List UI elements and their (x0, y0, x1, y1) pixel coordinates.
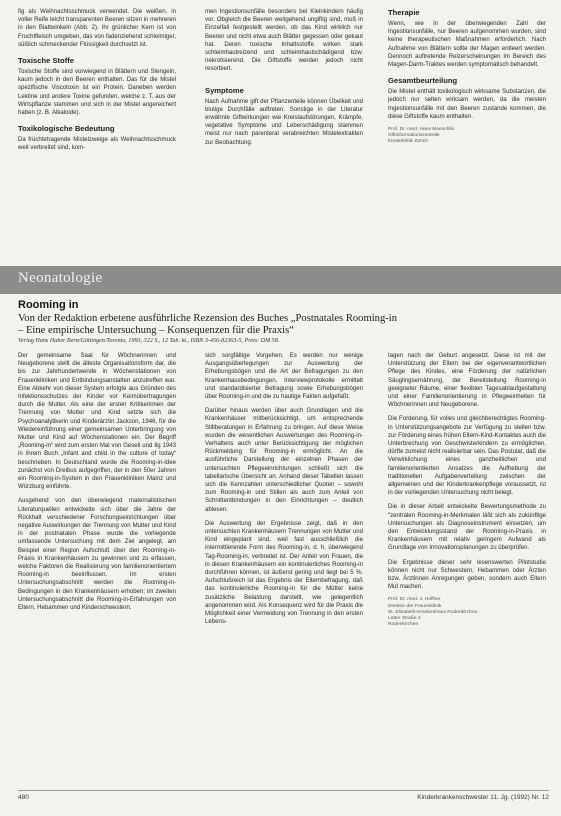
heading-overall-assessment: Gesamtbeurteilung (388, 76, 458, 86)
book-citation: Verlag Hans Huber Bern/Göttingen/Toronto, 1993, 322 S., 12 Tab. kt., ISBN 3-456-82363-5, Preis: DM 58. (18, 338, 280, 344)
footer-rule (18, 790, 549, 791)
heading-toxic-substances: Toxische Stoffe (18, 56, 74, 66)
section-band-title: Neonatologie (18, 270, 103, 286)
paragraph: Da früchtetragende Mistelzweige als Weihnachtsschmuck weit verbreitet sind, kom- (18, 137, 176, 152)
paragraph: Wenn, wie in der überwiegenden Zahl der Ingestionsunfälle, nur Beeren aufgenommen wurden, sind keine therapeutischen Maßnahmen erforderlich. Nach Aufnahme von Blättern sollte der Magen entleert werden. Dennoch auftretende Reizerscheinungen im Bereich des Magen-Darm-Traktes werden symptomatisch behandelt. (388, 21, 546, 69)
heading-therapy: Therapie (388, 8, 420, 17)
top-column-1 (18, 8, 176, 263)
paragraph: Die Ergebnisse dieser sehr lesenswerten Pilotstudie können nicht nur Schwestern, Hebammen oder Ärzten bzw. Ärztinnen Anregungen geben, sondern auch Eltern Mut machen. (388, 559, 546, 591)
review-heading-line: – Eine empirische Untersuchung – Konsequenzen für die Praxis“ (18, 324, 294, 336)
top-column-2 (205, 8, 363, 263)
body-column-2 (205, 352, 363, 788)
paragraph: Der gemeinsame Saal für Wöchnerinnen und Neugeborene stellt die älteste Organisationsform dar, die bis zur Jahrhundertwende in Wöchenstationen von Frauenkliniken und Entbindungsanstalten anzutreffen war. Eine Abkehr von dieser System erfolgte aus Gründen des Infektionsschutzes der Kinder vor Keimübertragungen durch die Mutter. Als eine der ersten Kritikerinnen der Trennung von Mutter und Kind setzte sich die Psychoanalytikerin und Kinderärztin Jackson, 1946, für die Wiedereinführung einer gemeinsamen Unterbringung von Mutter und Kind auf Wöchenstationen ein. Der Begriff „Rooming-in“ wird zum ersten Mal von Gesell und Ilg 1943 in ihrem Buch „Infant and child in the culture of today“ beschrieben. In Deutschland wurde die Rooming-in-Idee zunächst von Dreibus aufgegriffen, der in den 50er Jahren ein Rooming-in-System in den Frauenkliniken Mainz und Würzburg einführte. (18, 353, 176, 491)
top-column-3 (388, 8, 546, 263)
paragraph: Die Mistel enthält toxikologisch wirksame Substanzen, die jedoch nur selten wirksam werden, da die meisten Ingestionsunfälle mit den Beeren zustande kommen, die diese Giftstoffe kaum enthalten. (388, 89, 546, 120)
paragraph: Darüber hinaus werden über auch Grundlagen und die Krankenhäuser mitberücksichtigt, um entsprechende Stillberatungen in Erfahrung zu bringen. Auf diese Weise wurden die wesentlichen Auswertungen des Rooming-in-Verhaltens auch unter Berücksichtigung der möglichen Rückmeldung für Rooming-in ermöglicht. An die ausführliche Darstellung der einzelnen Phasen der untersuchten Pflegeeinrichtungen schließt sich die tabellarische Übersicht an. Anhand dieser Tabellen lassen sich die Kennzahlen unterschiedlicher Quoten – sowohl zum Rooming-in und Stillen als auch zum Anteil von Schnittentbindungen in den Einrichtungen – deutlich ablesen. (205, 408, 363, 513)
journal-reference: Kinderkrankenschwester 11. Jg. (1992) Nr. 12 (417, 794, 549, 801)
heading-toxicological-significance: Toxikologische Bedeutung (18, 124, 115, 134)
paragraph: fig als Weihnachtsschmuck verwendet. Die weißen, in voller Reife leicht transparenten Beeren sitzen in mehreren in den Blattwinkeln (Abb. 2). Ihr grünlicher Kern ist von Fruchtfleisch umgeben, das von fadenziehend schleimiger, süßlich schmeckender Flüssigkeit durchsetzt ist. (18, 9, 176, 48)
review-heading-line: Von der Redaktion erbetene ausführliche Rezension des Buches „Postnatales Rooming-in (18, 313, 398, 324)
paragraph: Die in dieser Arbeit entwickelte Bewertungsmethode zu ″zentralen Rooming-in-Merkmalen läßt sich als zukünftige Untersuchungen als Diagnoseinstrument einsetzen, um den Entwicklungsstand der Rooming-in-Praxis in Krankenhäusern mit relativ geringem Aufwand als Grundlage von Innovationsplanungen zu überprüfen. (388, 504, 546, 552)
body-column-1 (18, 352, 176, 788)
page-number: 480 (18, 794, 29, 801)
paragraph: men Ingestionsunfälle besonders bei Kleinkindern häufig vor. Obgleich die Beeren weitgehend ungiftig sind, muß in Einzelfall festgestellt werden, ob das Kind wirklich nur Beeren und nicht etwa auch Blätter gegessen oder gekaut hat. Deren toxische Inhaltsstoffe wirken stark schleimhautreizend und schleimhautschädigend bzw. nekrotisierend. Die Giftstoffe werden jedoch nicht resorbiert. (205, 9, 363, 73)
paragraph: Nach Aufnahme gift der Pflanzenteile können Übelkeit und blutige Durchfälle auftreten. Sonstige in der Literatur erwähnte Giftwirkungen wie Kreislaufstörungen, Krämpfe, vegetative Symptome und Leberschädigung stammen meist nur nach parenteral verabreichten Mistelextrakten zur Beobachtung. (205, 98, 363, 146)
paragraph: sich sorgfältige Vorgehen. Es werden nur wenige Ausgangsüberlegungen zur Auswertung der Erhebungsbögen und die Art der Befragungen zu den Krankenhausbedingungen, Interviewprotokolle ermittelt und standardisierter Befragung sowie Erhebungsbögen über Rooming-in und die zu hautige Fakten aufgefaßt. (205, 353, 363, 401)
heading-symptoms: Symptome (205, 85, 244, 95)
paragraph: Die Forderung, für volles und gleichberechtigtes Rooming-in Unterstützungsangebote zur Verfügung zu stellen bzw. zur Förderung eines frühen Eltern-Kind-Kontaktes auch die Unterbrechung von Geschwisterkindern zu ermöglichen, dürfte zumeist nicht realisierbar sein. Das Postulat, daß die Verwirklichung eines ganzheitlichen und familienorientierten Ansatzes die Aufhebung der traditionellen Aufgabenverteilung zwischen der allgemeinen und der Kinderkrankenpflege voraussetzt, ist in der vorliegenden Untersuchung nicht belegt. (388, 416, 546, 497)
article-title: Rooming in (18, 299, 79, 311)
paragraph: Ausgehend von den überwiegend maternalistischen Literaturquellen entwickelte sich über die Jahre der Rückhalt verschiedener Forschungseinrichtungen über negative Auswirkungen der Trennung von Mutter und Kind in der postnatalen Phase wurde die vorliegende umfassende Untersuchung mit dem Ziel angelegt, am Beispiel einer Region Aufschluß über den Rooming-in-Praxis in Krankenhäusern zu gewinnen und zu erfassen, welche Faktoren die Realisierung von familienorientiertem Rooming-in beeinflussen. Im ersten Untersuchungsabschnitt werden die Rooming-in-Bedingungen in den Krankenhäusern erhoben; im zweiten Untersuchungsabschnitt die Rooming-in-Erfahrungen von Eltern, Hebammen und Kinderschwestern. (18, 498, 176, 612)
paragraph: Toxische Stoffe sind vorwiegend in Blättern und Stengeln, kaum jedoch in den Beeren enthalten. Das für die Mistel spezifische Viscotoxin ist ein Protein. Daneben werden Lektine und andere Toxine gefunden, welche z. T. aus der Wirtspflanze stammen und sich in der Mistel angereichert haben (z. B. Alkaloide). (18, 69, 176, 117)
review-heading (18, 313, 544, 336)
author-signoff: Prof. Dr. med. Hans Moeschlin Giftinformationszentrale Kinderklinik Zürich (388, 127, 455, 145)
author-signoff: Prof. Dr. med. J. Hoffner Direktor der Frauenklinik St. Elisabeth-Krankenhaus Rodenkirchen Lütter Straße 2 Rodenkirchen (388, 597, 478, 628)
body-column-3 (388, 352, 546, 788)
paragraph: Die Auswertung der Ergebnisse zeigt, daß in den untersuchten Krankenhäusern Trennungen von Mutter und Kind eingeplant sind, weil fast ausschließlich die intermittierende Form des Rooming-in, d. h. überwiegend Tag-Rooming-in, verbreitet ist. Der Anteil von Frauen, die in diesen Krankenhäusern ein kontinuierliches Rooming-in durchführen können, ist äußerst gering und liegt bei 5 %. Aufschlußreich ist das Ergebnis der Elternbefragung, daß das kontinuierliche Rooming-in für die Mütter keine zusätzliche Belastung darstellt, wie gelegentlich angenommen wird. Als Konsequenz wird für die Praxis die Möglichkeit einer Vermeidung von Trennung in den ersten Lebens- (205, 520, 363, 626)
paragraph: tagen nach der Geburt angesetzt. Diese ist mit der Unterstützung der Eltern bei der eigenverantwortlichen Pflege des Kindes, eine Förderung der natürlichen Säuglingsernährung, der Bereitstellung Rooming-in geeigneter Räume, einer flexiblen Tagesablaufgestaltung und einer Familienorientierung in Pflegeeinheiten für Wöchnerinnen und Neugeborene. (388, 353, 546, 409)
